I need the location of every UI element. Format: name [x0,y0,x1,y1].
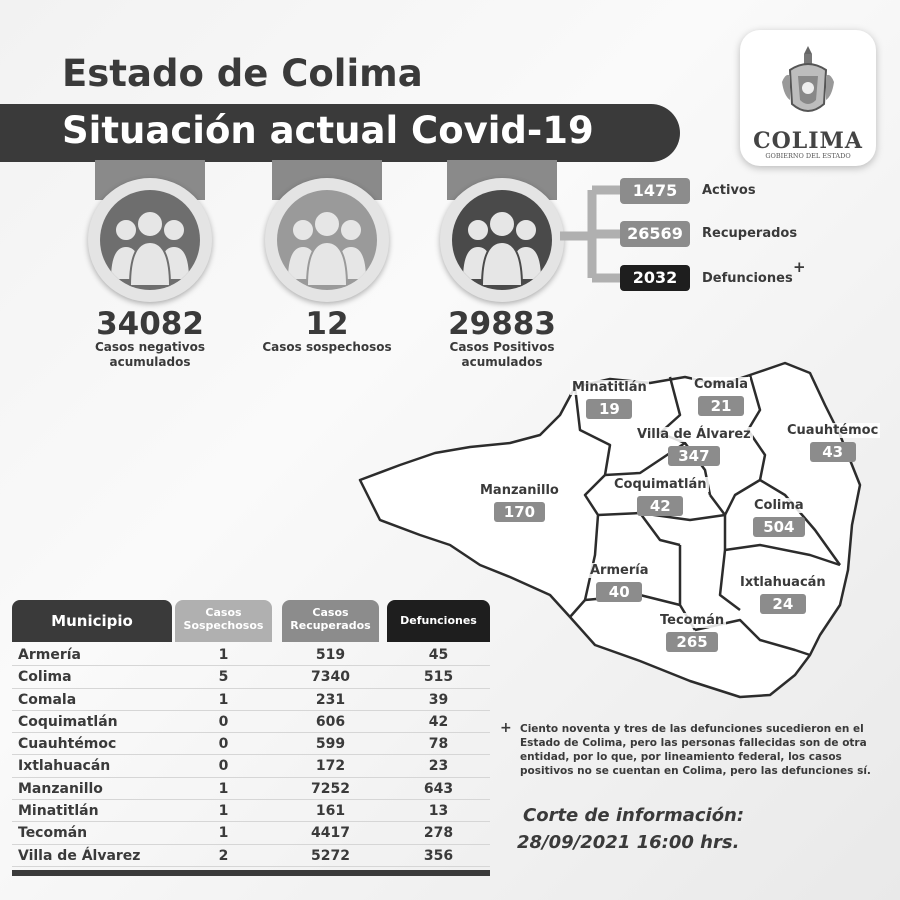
defunciones-label: Defunciones [702,271,793,286]
map-value: 21 [698,396,744,416]
map-value: 347 [668,446,719,466]
table-row [12,778,490,800]
map-label: Comala [694,377,749,392]
map-label: Manzanillo [480,483,559,498]
map-manzanillo [478,483,561,522]
cell-municipio: Colima [18,669,72,686]
people-group-icon [100,190,200,290]
sospechosos-label: Casos sospechosos [262,340,392,354]
page-subtitle: Situación actual Covid-19 [62,109,594,152]
sospechosos-circle [265,178,389,302]
map-value: 170 [494,502,545,522]
people-group-icon [452,190,552,290]
cutoff-label: Corte de información: [523,805,745,826]
cell-municipio: Tecomán [18,825,88,842]
defunciones-mark: + [793,258,806,276]
map-label: Armería [590,563,649,578]
cell-defunciones: 23 [428,758,449,775]
negativos-circle [88,178,212,302]
cell-sospechosos: 1 [218,691,229,708]
cell-recuperados: 161 [315,803,346,820]
map-value: 19 [586,399,632,419]
sospechosos-value: 12 [305,306,349,342]
cell-sospechosos: 1 [218,647,229,663]
cell-municipio: Villa de Álvarez [18,847,141,864]
cell-sospechosos: 0 [218,713,229,730]
cell-recuperados: 172 [315,758,346,775]
cell-sospechosos: 0 [218,758,229,775]
coat-of-arms-icon [778,42,838,122]
table-row [12,689,490,711]
col-header-municipio: Municipio [12,600,172,642]
cell-sospechosos: 5 [218,669,229,686]
table-footer-bar [12,870,490,876]
negativos-value: 34082 [96,306,204,342]
col-header-defunciones: Defunciones [387,600,490,642]
map-label: Colima [754,498,804,513]
map-value: 265 [666,632,717,652]
cell-recuperados: 599 [315,736,346,753]
activos-value: 1475 [620,178,690,204]
cell-defunciones: 278 [423,825,454,842]
map-label: Cuauhtémoc [787,423,879,438]
cell-recuperados: 519 [315,647,346,663]
cell-defunciones: 356 [423,847,454,864]
map-label: Tecomán [660,613,725,628]
map-colima [752,498,806,537]
map-value: 24 [760,594,806,614]
recuperados-value: 26569 [620,221,690,247]
table-row [12,644,490,666]
map-value: 42 [637,496,683,516]
cell-sospechosos: 1 [218,780,229,797]
positivos-value: 29883 [448,306,556,342]
cell-recuperados: 606 [315,713,346,730]
cell-municipio: Comala [18,691,77,708]
cell-municipio: Cuauhtémoc [18,736,117,753]
positivos-label: Casos Positivos acumulados [449,340,555,369]
map-ixtlahuacan [738,575,828,614]
col-header-sospechosos: Casos Sospechosos [175,600,272,642]
cutoff-date: 28/09/2021 16:00 hrs. [517,832,740,853]
cell-recuperados: 7252 [311,780,350,797]
cell-recuperados: 4417 [311,825,350,842]
cell-municipio: Manzanillo [18,780,103,797]
cell-recuperados: 7340 [311,669,350,686]
colima-logo [740,30,876,166]
table-row [12,845,490,867]
map-label: Coquimatlán [614,477,707,492]
cell-sospechosos: 2 [218,847,229,864]
cell-recuperados: 5272 [311,847,350,864]
cell-defunciones: 78 [428,736,449,753]
cell-municipio: Ixtlahuacán [18,758,111,775]
map-value: 43 [810,442,856,462]
page-title: Estado de Colima [62,52,423,95]
breakdown-bracket [560,180,624,285]
cell-municipio: Armería [18,647,81,663]
recuperados-label: Recuperados [702,226,798,241]
defunciones-value: 2032 [620,265,690,291]
cell-defunciones: 643 [423,780,454,797]
cell-defunciones: 42 [428,713,449,730]
table-row [12,800,490,822]
people-group-icon [277,190,377,290]
cell-defunciones: 45 [428,647,449,663]
table-row [12,822,490,844]
positivos-circle [440,178,564,302]
map-tecoman [658,613,726,652]
map-label: Villa de Álvarez [637,427,751,442]
cell-defunciones: 515 [423,669,454,686]
col-header-recuperados: Casos Recuperados [282,600,379,642]
map-minatitlan [570,380,649,419]
cell-sospechosos: 1 [218,825,229,842]
map-label: Ixtlahuacán [740,575,826,590]
cell-defunciones: 13 [428,803,449,820]
table-body [12,644,490,867]
table-row [12,711,490,733]
cell-defunciones: 39 [428,691,449,708]
map-coquimatlan [612,477,709,516]
cell-sospechosos: 0 [218,736,229,753]
map-cuauhtemoc [785,423,880,462]
table-row [12,755,490,777]
map-villa-de-alvarez [635,427,753,466]
map-armeria [588,563,650,602]
map-label: Minatitlán [572,380,647,395]
table-row [12,733,490,755]
map-value: 504 [753,517,804,537]
cell-sospechosos: 1 [218,803,229,820]
cell-recuperados: 231 [315,691,346,708]
map-comala [692,377,750,416]
logo-subtitle: GOBIERNO DEL ESTADO [765,152,851,160]
negativos-label: Casos negativos acumulados [94,340,206,369]
footnote-text: Ciento noventa y tres de las defunciones sucedieron en el Estado de Colima, pero las personas fallecidas son de otra entidad, por lo que, por lineamiento federal, los casos positivos no se cuentan en Colima, pero las defunciones sí. [520,723,871,777]
logo-name: COLIMA [753,128,863,154]
activos-label: Activos [702,183,756,198]
cell-municipio: Coquimatlán [18,713,118,730]
map-value: 40 [596,582,642,602]
table-row [12,666,490,688]
footnote-mark: + [500,720,512,736]
cell-municipio: Minatitlán [18,803,99,820]
